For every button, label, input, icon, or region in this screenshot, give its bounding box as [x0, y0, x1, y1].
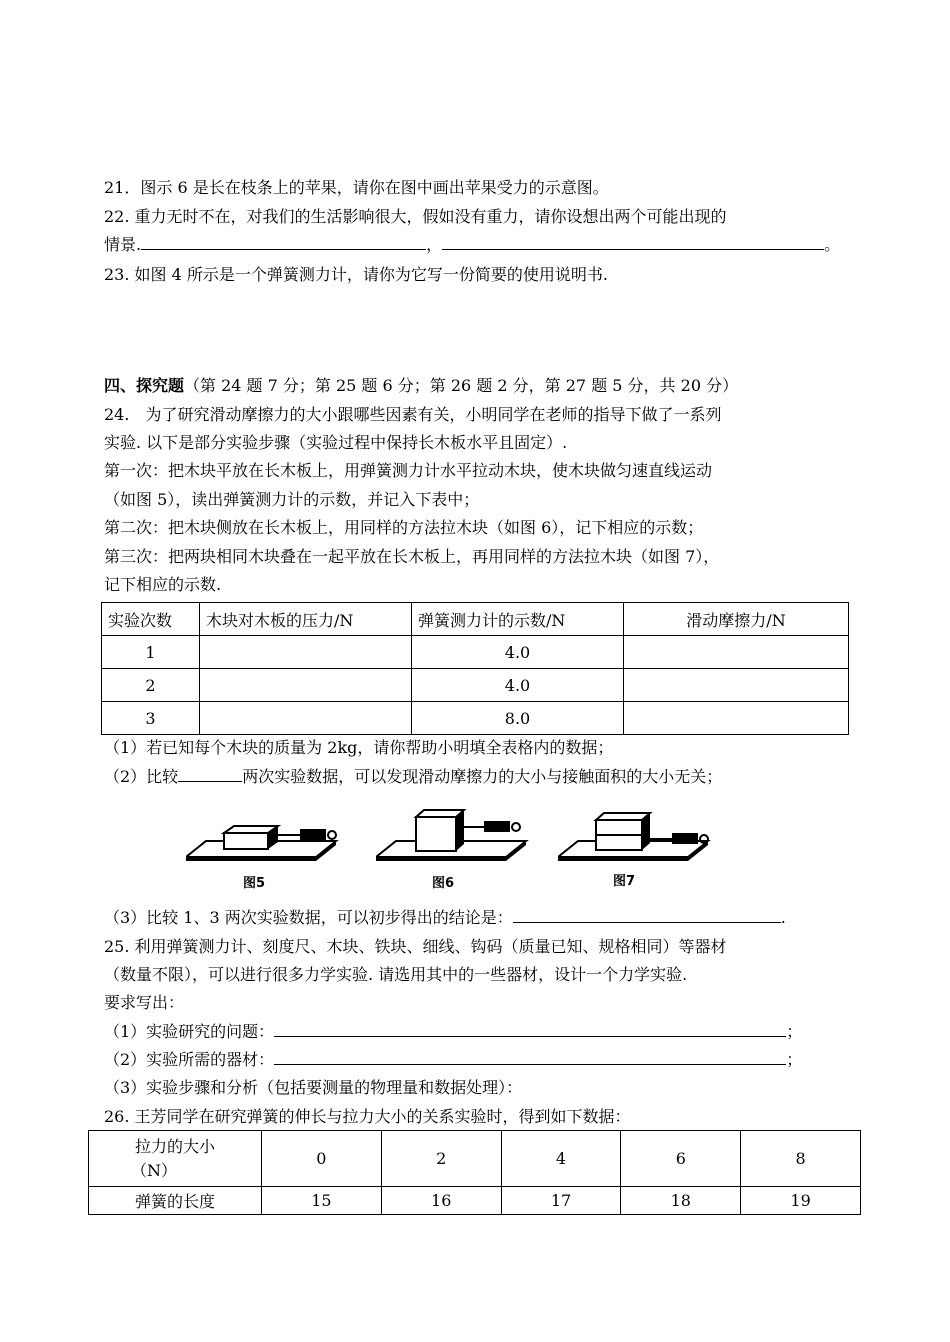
- table-cell: 15: [262, 1187, 382, 1215]
- table-row: [89, 1187, 861, 1215]
- q25-part2-semicolon: ；: [786, 1050, 803, 1069]
- q25-part2: [104, 1049, 802, 1071]
- q24-step3a: 第三次：把两块相同木块叠在一起平放在长木板上，再用同样的方法拉木块（如图 7），: [104, 547, 720, 566]
- q25-text-c: 要求写出：: [104, 993, 185, 1012]
- q22-line2: [104, 234, 840, 256]
- spring-table: [88, 1130, 861, 1215]
- table-cell: 2: [381, 1131, 501, 1187]
- table-header-cell: 弹簧测力计的示数/N: [412, 603, 624, 636]
- table-header-cell: 实验次数: [102, 603, 200, 636]
- table-cell: 2: [102, 669, 200, 702]
- force-label: 拉力的大小: [134, 1136, 215, 1156]
- figure-5-label: 图5: [243, 876, 266, 891]
- q25-part2-label: （2）实验所需的器材：: [104, 1050, 275, 1069]
- table-header-cell: 滑动摩擦力/N: [624, 603, 849, 636]
- table-row: [102, 702, 849, 735]
- q25-text-b: （数量不限），可以进行很多力学实验. 请选用其中的一些器材，设计一个力学实验.: [104, 965, 688, 984]
- q24-text-a: 24. 为了研究滑动摩擦力的大小跟哪些因素有关，小明同学在老师的指导下做了一系列: [104, 405, 722, 424]
- table-cell-fillable[interactable]: [200, 636, 412, 669]
- table-cell: 6: [621, 1131, 741, 1187]
- q25-part1-semicolon: ；: [786, 1022, 803, 1041]
- table-cell: 8.0: [412, 702, 624, 735]
- q25-part2-blank[interactable]: [274, 1050, 786, 1065]
- table-cell: 4: [501, 1131, 621, 1187]
- q24-part3: [104, 907, 786, 929]
- table-cell-fillable[interactable]: [200, 702, 412, 735]
- q22-blank-2[interactable]: [442, 235, 824, 250]
- q21-text: 21．图示 6 是长在枝条上的苹果，请你在图中画出苹果受力的示意图。: [104, 178, 609, 197]
- table-header-row: [102, 603, 849, 636]
- table-cell-fillable[interactable]: [624, 702, 849, 735]
- table-cell: 16: [381, 1187, 501, 1215]
- q24-step1a: 第一次：把木块平放在长木板上，用弹簧测力计水平拉动木块，使木块做匀速直线运动: [104, 461, 713, 480]
- force-unit-label: （N）: [131, 1160, 178, 1180]
- figure-7: [558, 805, 718, 865]
- section4-title: 四、探究题: [104, 376, 185, 395]
- q24-part2-suffix: 两次实验数据，可以发现滑动摩擦力的大小与接触面积的大小无关；: [242, 767, 723, 786]
- table-cell-fillable[interactable]: [200, 669, 412, 702]
- section4-note: （第 24 题 7 分；第 25 题 6 分；第 26 题 2 分，第 27 题 5 分，共 20 分）: [184, 376, 739, 395]
- q24-step1b: （如图 5），读出弹簧测力计的示数，并记入下表中；: [104, 490, 480, 509]
- q22-blank-1[interactable]: [141, 235, 426, 250]
- q25-part1-blank[interactable]: [274, 1022, 786, 1037]
- q23-text: 23. 如图 4 所示是一个弹簧测力计，请你为它写一份简要的使用说明书.: [104, 265, 608, 284]
- friction-table: [101, 602, 849, 735]
- q26-text: 26. 王芳同学在研究弹簧的伸长与拉力大小的关系实验时，得到如下数据：: [104, 1107, 631, 1126]
- q24-part3-end: .: [780, 908, 786, 927]
- section4-heading: [104, 375, 738, 397]
- q25-part1-label: （1）实验研究的问题：: [104, 1022, 275, 1041]
- q22-text: 22. 重力无时不在，对我们的生活影响很大，假如没有重力，请你设想出两个可能出现的: [104, 207, 727, 226]
- figure-6: [376, 805, 536, 865]
- table-cell: 3: [102, 702, 200, 735]
- q22-comma: ，: [426, 235, 443, 254]
- table-cell: 0: [262, 1131, 382, 1187]
- q24-part1: （1）若已知每个木块的质量为 2kg，请你帮助小明填全表格内的数据；: [104, 738, 614, 757]
- table-cell: 4.0: [412, 636, 624, 669]
- table-cell: 1: [102, 636, 200, 669]
- q24-part2-prefix: （2）比较: [104, 767, 179, 786]
- table-cell: 19: [741, 1187, 861, 1215]
- table-cell: 17: [501, 1187, 621, 1215]
- q24-part3-blank[interactable]: [513, 908, 781, 923]
- table-row: [102, 669, 849, 702]
- q24-step3b: 记下相应的示数.: [104, 575, 222, 594]
- table-cell: 8: [741, 1131, 861, 1187]
- q24-text-b: 实验. 以下是部分实验步骤（实验过程中保持长木板水平且固定）.: [104, 433, 568, 452]
- q24-part3-prefix: （3）比较 1、3 两次实验数据，可以初步得出的结论是：: [104, 908, 513, 927]
- q25-part1: [104, 1021, 802, 1043]
- q25-part3: （3）实验步骤和分析（包括要测量的物理量和数据处理）：: [104, 1078, 523, 1097]
- figure-7-label: 图7: [613, 874, 636, 889]
- table-header-cell: 木块对木板的压力/N: [200, 603, 412, 636]
- q22-prefix: 情景.: [104, 235, 142, 254]
- table-row-label: 弹簧的长度: [89, 1187, 262, 1215]
- q22-end: 。: [824, 235, 841, 254]
- table-cell-fillable[interactable]: [624, 636, 849, 669]
- table-row: [102, 636, 849, 669]
- table-cell: 4.0: [412, 669, 624, 702]
- q24-part2: [104, 766, 722, 788]
- q24-step2: 第二次：把木块侧放在长木板上，用同样的方法拉木块（如图 6），记下相应的示数；: [104, 518, 704, 537]
- q24-part2-blank[interactable]: [178, 767, 242, 782]
- table-cell: 18: [621, 1187, 741, 1215]
- table-row-label: [89, 1131, 262, 1187]
- figure-6-label: 图6: [432, 876, 455, 891]
- table-cell-fillable[interactable]: [624, 669, 849, 702]
- table-row: [89, 1131, 861, 1187]
- figure-5: [186, 805, 346, 865]
- q25-text-a: 25. 利用弹簧测力计、刻度尺、木块、铁块、细线、钩码（质量已知、规格相同）等器材: [104, 937, 727, 956]
